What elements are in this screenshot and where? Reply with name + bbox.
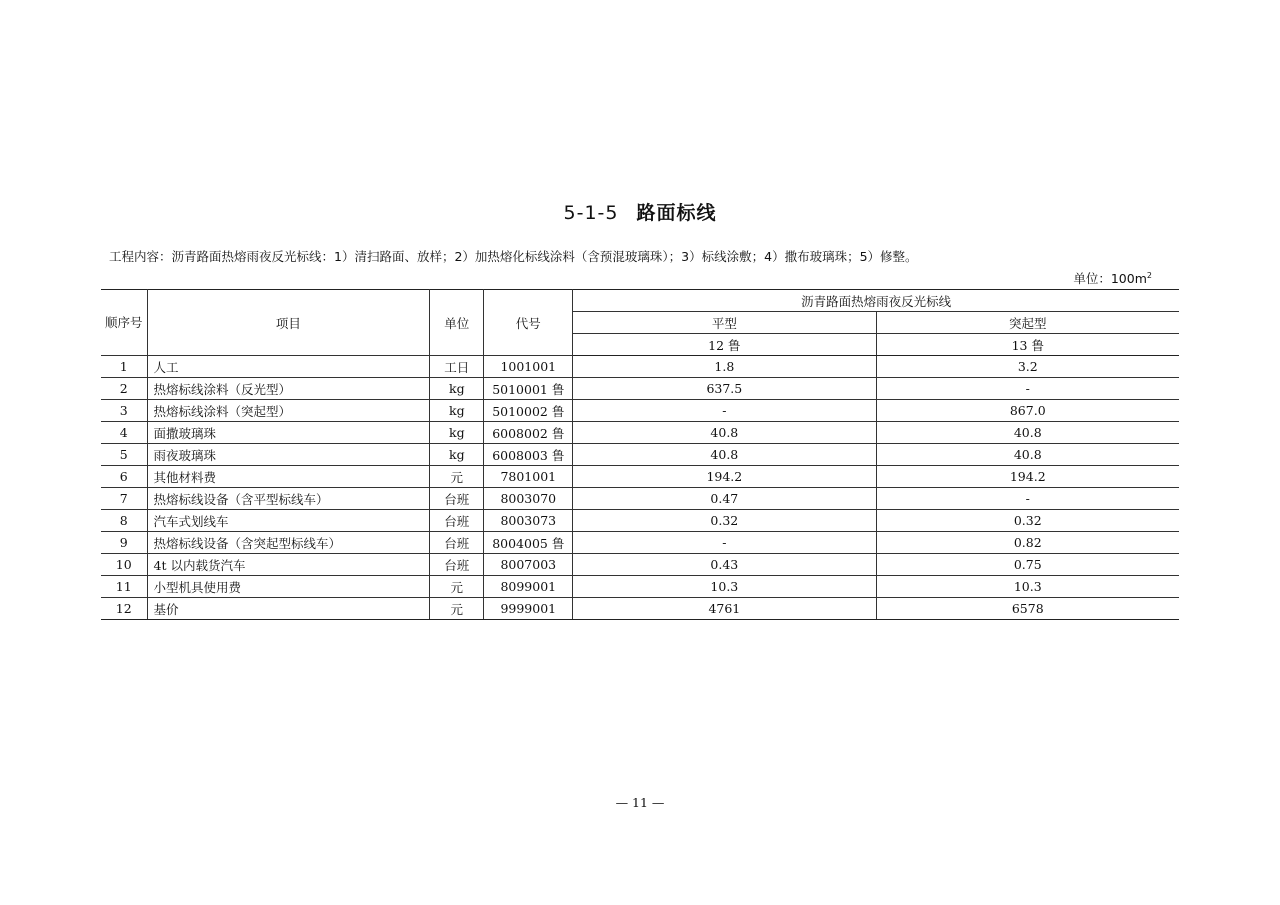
row-item: 汽车式划线车 (147, 510, 430, 532)
row-value-flat: 0.47 (573, 488, 876, 510)
table-row (101, 400, 1179, 422)
row-value-flat: 0.43 (573, 554, 876, 576)
row-value-raised: 40.8 (876, 422, 1179, 444)
row-unit: kg (430, 378, 484, 400)
row-code: 8099001 (484, 576, 573, 598)
row-item: 小型机具使用费 (147, 576, 430, 598)
row-code: 1001001 (484, 356, 573, 378)
quota-table (101, 289, 1179, 620)
row-code: 6008003 鲁 (484, 444, 573, 466)
row-seq: 4 (101, 422, 147, 444)
row-seq: 3 (101, 400, 147, 422)
row-value-raised: 10.3 (876, 576, 1179, 598)
title-text: 路面标线 (636, 202, 717, 224)
row-unit: kg (430, 422, 484, 444)
row-unit: kg (430, 400, 484, 422)
header-code: 代号 (484, 290, 573, 356)
row-seq: 8 (101, 510, 147, 532)
header-col1-id: 12 鲁 (573, 334, 876, 356)
table-row (101, 510, 1179, 532)
row-seq: 6 (101, 466, 147, 488)
header-group: 沥青路面热熔雨夜反光标线 (573, 290, 1179, 312)
row-item: 其他材料费 (147, 466, 430, 488)
row-unit: kg (430, 444, 484, 466)
row-item: 4t 以内载货汽车 (147, 554, 430, 576)
row-value-raised: - (876, 378, 1179, 400)
row-value-raised: 40.8 (876, 444, 1179, 466)
row-seq: 10 (101, 554, 147, 576)
table-row (101, 444, 1179, 466)
row-item: 人工 (147, 356, 430, 378)
row-unit: 台班 (430, 488, 484, 510)
row-unit: 元 (430, 576, 484, 598)
table-row (101, 378, 1179, 400)
row-seq: 12 (101, 598, 147, 620)
row-item: 热熔标线设备（含突起型标线车） (147, 532, 430, 554)
row-value-flat: 194.2 (573, 466, 876, 488)
table-row (101, 576, 1179, 598)
row-value-raised: 867.0 (876, 400, 1179, 422)
row-value-flat: 40.8 (573, 444, 876, 466)
row-code: 8004005 鲁 (484, 532, 573, 554)
table-row (101, 422, 1179, 444)
header-seq: 顺序号 (101, 290, 147, 356)
page-number: — 11 — (615, 795, 665, 810)
row-unit: 元 (430, 598, 484, 620)
row-unit: 台班 (430, 510, 484, 532)
row-value-raised: 0.82 (876, 532, 1179, 554)
row-item: 热熔标线涂料（突起型） (147, 400, 430, 422)
table-row (101, 598, 1179, 620)
row-value-flat: - (573, 532, 876, 554)
row-value-flat: 10.3 (573, 576, 876, 598)
row-value-raised: 6578 (876, 598, 1179, 620)
table-body (101, 356, 1179, 620)
row-value-flat: 0.32 (573, 510, 876, 532)
unit-label (1073, 269, 1152, 287)
row-item: 热熔标线设备（含平型标线车） (147, 488, 430, 510)
row-value-flat: - (573, 400, 876, 422)
row-value-flat: 40.8 (573, 422, 876, 444)
table-row (101, 466, 1179, 488)
row-unit: 台班 (430, 554, 484, 576)
row-unit: 工日 (430, 356, 484, 378)
row-value-flat: 1.8 (573, 356, 876, 378)
row-unit: 台班 (430, 532, 484, 554)
page-title (0, 198, 1280, 225)
row-seq: 9 (101, 532, 147, 554)
row-code: 7801001 (484, 466, 573, 488)
row-seq: 1 (101, 356, 147, 378)
header-row (101, 290, 1179, 312)
row-value-raised: 194.2 (876, 466, 1179, 488)
row-code: 6008002 鲁 (484, 422, 573, 444)
title-number: 5-1-5 (563, 202, 619, 224)
row-code: 5010002 鲁 (484, 400, 573, 422)
work-content: 工程内容：沥青路面热熔雨夜反光标线：1）清扫路面、放样；2）加热熔化标线涂料（含预混玻璃珠）；3）标线涂敷；4）撒布玻璃珠；5）修整。 (109, 249, 918, 264)
unit-text: 单位：100m (1073, 271, 1147, 286)
row-unit: 元 (430, 466, 484, 488)
row-seq: 7 (101, 488, 147, 510)
header-item: 项目 (147, 290, 430, 356)
row-item: 面撒玻璃珠 (147, 422, 430, 444)
row-seq: 5 (101, 444, 147, 466)
header-col1: 平型 (573, 312, 876, 334)
row-value-raised: - (876, 488, 1179, 510)
header-col2-id: 13 鲁 (876, 334, 1179, 356)
unit-superscript: 2 (1146, 270, 1152, 280)
row-item: 雨夜玻璃珠 (147, 444, 430, 466)
row-value-flat: 637.5 (573, 378, 876, 400)
row-seq: 2 (101, 378, 147, 400)
row-seq: 11 (101, 576, 147, 598)
row-item: 基价 (147, 598, 430, 620)
table-row (101, 554, 1179, 576)
header-col2: 突起型 (876, 312, 1179, 334)
row-code: 8003070 (484, 488, 573, 510)
row-item: 热熔标线涂料（反光型） (147, 378, 430, 400)
row-code: 8003073 (484, 510, 573, 532)
row-code: 5010001 鲁 (484, 378, 573, 400)
row-value-flat: 4761 (573, 598, 876, 620)
table-row (101, 356, 1179, 378)
header-unit: 单位 (430, 290, 484, 356)
row-value-raised: 3.2 (876, 356, 1179, 378)
table-row (101, 532, 1179, 554)
row-code: 9999001 (484, 598, 573, 620)
row-code: 8007003 (484, 554, 573, 576)
table-row (101, 488, 1179, 510)
row-value-raised: 0.32 (876, 510, 1179, 532)
row-value-raised: 0.75 (876, 554, 1179, 576)
